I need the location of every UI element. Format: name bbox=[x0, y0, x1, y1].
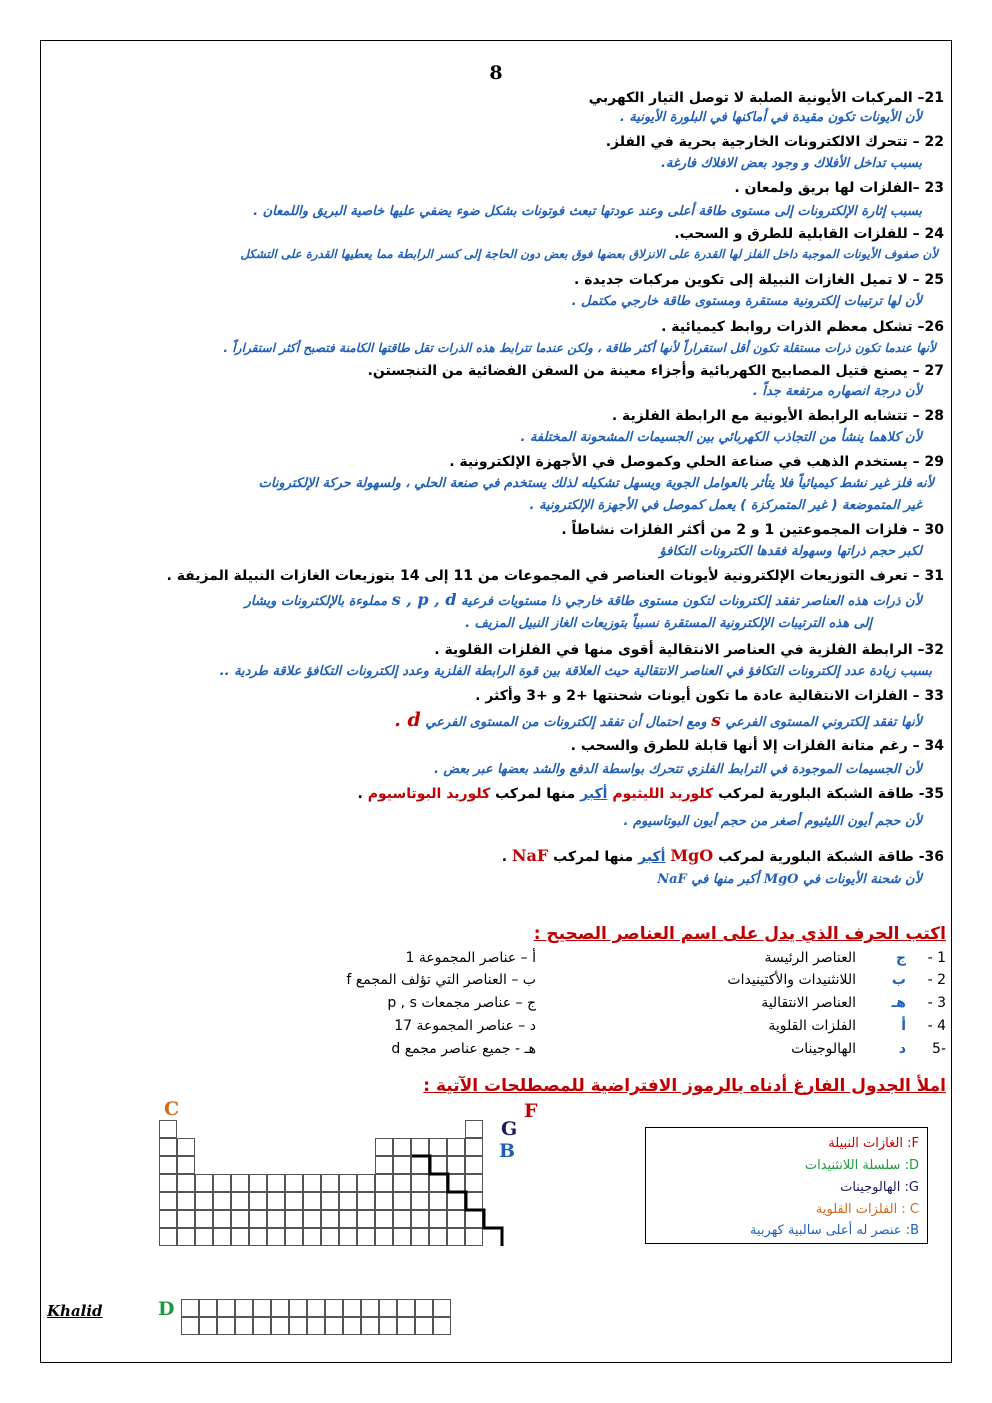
q36-text2: منها لمركب bbox=[553, 849, 634, 865]
q35-text2: منها لمركب bbox=[495, 786, 576, 802]
label-c: C bbox=[164, 1098, 180, 1120]
legend-code: B: bbox=[905, 1223, 919, 1238]
a36-naf: NaF bbox=[657, 872, 687, 887]
legend-box bbox=[645, 1127, 928, 1244]
answer-35: لأن حجم أيون الليثيوم أصغر من حجم أيون البوتاسيوم . bbox=[623, 814, 922, 829]
question-22: 22 – تتحرك الالكترونات الخارجية بحرية في الفلز. bbox=[605, 134, 944, 150]
answer-22: بسبب تداخل الأفلاك و وجود بعض الافلاك فارغة. bbox=[660, 156, 922, 171]
q36-naf: NaF bbox=[511, 846, 549, 865]
question-21: 21– المركبات الأيونية الصلبة لا توصل التيار الكهربي bbox=[588, 90, 944, 106]
legend-item-g bbox=[840, 1180, 919, 1195]
label-d: D bbox=[158, 1298, 175, 1320]
question-24: 24 – للفلزات القابلية للطرق و السحب. bbox=[674, 226, 944, 242]
match-num: 2 - bbox=[927, 972, 946, 988]
author-name: Khalid bbox=[47, 1302, 103, 1320]
match-term: الفلزات القلوية bbox=[768, 1018, 856, 1034]
question-32: 32– الرابطة الفلزية في العناصر الانتقالية أقوى منها في الفلزات القلوية . bbox=[434, 642, 944, 658]
match-num: -5 bbox=[932, 1041, 946, 1057]
legend-item-b bbox=[750, 1223, 919, 1238]
legend-code: C : bbox=[901, 1202, 919, 1217]
q35-bigger: أكبر bbox=[580, 786, 608, 802]
legend-text: الفلزات القلوية bbox=[815, 1202, 898, 1217]
match-num: 1 - bbox=[927, 950, 946, 966]
legend-code: G: bbox=[904, 1180, 919, 1195]
q36-mgo: MgO bbox=[670, 846, 714, 865]
answer-31-line2: إلى هذه الترتيبات الإلكترونية المستقرة نسبياً بتوزيعات الغاز النبيل المزيف . bbox=[465, 616, 872, 631]
label-b: B bbox=[499, 1140, 516, 1162]
table-task-heading: املأ الجدول الفارغ أدناه بالرموز الافتراضية للمصطلحات الآتية : bbox=[423, 1076, 946, 1096]
match-term: اللانثنيدات والأكتينيدات bbox=[727, 972, 856, 988]
answer-29-line2: غير المتموضعة ( غير المتمركزة ) يعمل كموصل في الأجهزة الإلكترونية . bbox=[529, 498, 922, 513]
answer-21: لأن الأيونات تكون مقيدة في أماكنها في البلورة الأيونية . bbox=[619, 110, 922, 125]
answer-32: بسبب زيادة عدد إلكترونات التكافؤ في العناصر الانتقالية حيث العلاقة بين قوة الرابطة الفلزية وعدد إلكترونات التكافؤ علاقة طردية .. bbox=[219, 664, 932, 679]
a36-text2: أكبر منها في bbox=[691, 872, 760, 887]
legend-item-f bbox=[828, 1136, 919, 1151]
question-28: 28 – تتشابه الرابطة الأيونية مع الرابطة الفلزية . bbox=[611, 408, 944, 424]
question-26: 26– تشكل معظم الذرات روابط كيميائية . bbox=[661, 319, 944, 335]
match-num: 4 - bbox=[927, 1018, 946, 1034]
answer-33-part2: ومع احتمال أن تفقد إلكترونات من المستوى الفرعي bbox=[425, 715, 707, 730]
question-25: 25 – لا تميل الغازات النبيلة إلى تكوين مركبات جديدة . bbox=[574, 272, 944, 288]
match-answer: ج bbox=[895, 950, 906, 966]
legend-text: الغازات النبيلة bbox=[828, 1136, 903, 1151]
q35-licl: كلوريد الليثيوم bbox=[612, 786, 714, 802]
question-23: 23 –الفلزات لها بريق ولمعان . bbox=[734, 180, 944, 196]
a36-mgo: MgO bbox=[763, 872, 799, 887]
answer-26: لأنها عندما تكون ذرات مستقلة تكون أقل استقراراً لأنها أكثر طاقة ، ولكن عندما تترابط هذه الذرات تقل طاقتها الكامنة فتصبح أكثر استقراراً . bbox=[223, 341, 936, 355]
match-answer: هـ bbox=[891, 995, 906, 1011]
answer-27: لأن درجة انصهاره مرتفعة جداً . bbox=[752, 384, 922, 399]
match-option: د – عناصر المجموعة 17 bbox=[394, 1018, 536, 1034]
question-31: 31 – تعرف التوزيعات الإلكترونية لأيونات العناصر في المجموعات من 11 إلى 14 بتوزيعات الغازات النبيلة المزيفة . bbox=[166, 568, 944, 584]
answer-28: لأن كلاهما ينشأ من التجاذب الكهربائي بين الجسيمات المشحونة المختلفة . bbox=[520, 430, 922, 445]
legend-code: F: bbox=[907, 1136, 919, 1151]
q35-dot: . bbox=[357, 786, 363, 802]
page-number: 8 bbox=[489, 62, 503, 84]
answer-24: لأن صفوف الأيونات الموجبة داخل الفلز لها القدرة على الانزلاق بعضها فوق بعض دون الحاجة إلى كسر الرابطة مما يعطيها القدرة على التشكل bbox=[240, 247, 938, 261]
question-27: 27 – يصنع فتيل المصابيح الكهربائية وأجزاء معينة من السفن الفضائية من التنجستن. bbox=[367, 363, 944, 379]
question-33: 33 – الفلزات الانتقالية عادة ما تكون أيونات شحنتها +2 و +3 وأكثر . bbox=[475, 688, 944, 704]
legend-code: D: bbox=[904, 1158, 919, 1173]
match-answer: د bbox=[898, 1041, 906, 1057]
question-29: 29 – يستخدم الذهب في صناعة الحلي وكموصل في الأجهزة الإلكترونية . bbox=[449, 454, 944, 470]
match-option: أ – عناصر المجموعة 1 bbox=[405, 950, 536, 966]
match-num: 3 - bbox=[927, 995, 946, 1011]
a36-text1: لأن شحنة الأيونات في bbox=[803, 872, 922, 887]
answer-33-part1: لأنها تفقد إلكتروني المستوى الفرعي bbox=[725, 715, 922, 730]
match-option: هـ - جميع عناصر مجمع d bbox=[391, 1041, 536, 1057]
q36-text1: 36- طاقة الشبكة البلورية لمركب bbox=[718, 849, 944, 865]
answer-33-d: d . bbox=[394, 709, 421, 731]
q35-text1: 35- طاقة الشبكة البلورية لمركب bbox=[718, 786, 944, 802]
metal-nonmetal-divider bbox=[412, 1156, 502, 1246]
q36-dot: . bbox=[501, 849, 508, 865]
match-term: الهالوجينات bbox=[791, 1041, 856, 1057]
question-30: 30 – فلزات المجموعتين 1 و 2 من أكثر الفلزات نشاطاً . bbox=[561, 522, 944, 538]
match-option: ج – عناصر مجمعات p , s bbox=[387, 995, 536, 1011]
legend-item-d bbox=[805, 1158, 919, 1173]
match-answer: ب bbox=[891, 972, 906, 988]
answer-34: لأن الجسيمات الموجودة في الترابط الفلزي تتحرك بواسطة الدفع والشد بعضها عبر بعض . bbox=[433, 762, 922, 777]
answer-31-part2: مملوءة بالإلكترونات ويشار bbox=[244, 594, 388, 609]
match-term: العناصر الرئيسة bbox=[764, 950, 856, 966]
legend-item-c bbox=[816, 1202, 919, 1217]
answer-30: لكبر حجم ذراتها وسهولة فقدها الكترونات التكافؤ bbox=[659, 544, 922, 559]
answer-31-part1: لأن ذرات هذه العناصر تفقد إلكترونات لتكون مستوى طاقة خارجي ذا مستويات فرعية bbox=[461, 594, 922, 609]
answer-31-spd: s , p , d bbox=[391, 590, 457, 609]
legend-text: عنصر له أعلى سالبية كهربية bbox=[749, 1223, 902, 1238]
legend-text: سلسلة اللانثنيدات bbox=[804, 1158, 901, 1173]
q36-bigger: أكبر bbox=[638, 849, 666, 865]
question-34: 34 – رغم متانة الفلزات إلا أنها قابلة للطرق والسحب . bbox=[570, 738, 944, 754]
legend-text: الهالوجينات bbox=[840, 1180, 901, 1195]
answer-23: بسبب إثارة الإلكترونات إلى مستوى طاقة أعلى وعند عودتها تبعث فوتونات بشكل ضوء يضفي عليها خاصية البريق واللمعان . bbox=[253, 204, 922, 219]
match-term: العناصر الانتقالية bbox=[761, 995, 856, 1011]
q35-kcl: كلوريد البوتاسيوم bbox=[367, 786, 491, 802]
matching-heading: اكتب الحرف الذي يدل على اسم العناصر الصحيح : bbox=[533, 924, 946, 944]
answer-25: لأن لها ترتيبات إلكترونية مستقرة ومستوى طاقة خارجي مكتمل . bbox=[571, 294, 922, 309]
match-option: ب – العناصر التي تؤلف المجمع f bbox=[346, 972, 536, 988]
label-g: G bbox=[501, 1118, 518, 1140]
answer-29-line1: لأنه فلز غير نشط كيميائياً فلا يتأثر بالعوامل الجوية ويسهل تشكيله لذلك يستخدم في صنعة الحلي ، ولسهولة حركة الإلكترونات bbox=[258, 476, 934, 491]
match-answer: أ bbox=[901, 1018, 906, 1034]
answer-33-s: s bbox=[711, 711, 721, 731]
label-f: F bbox=[524, 1100, 538, 1122]
